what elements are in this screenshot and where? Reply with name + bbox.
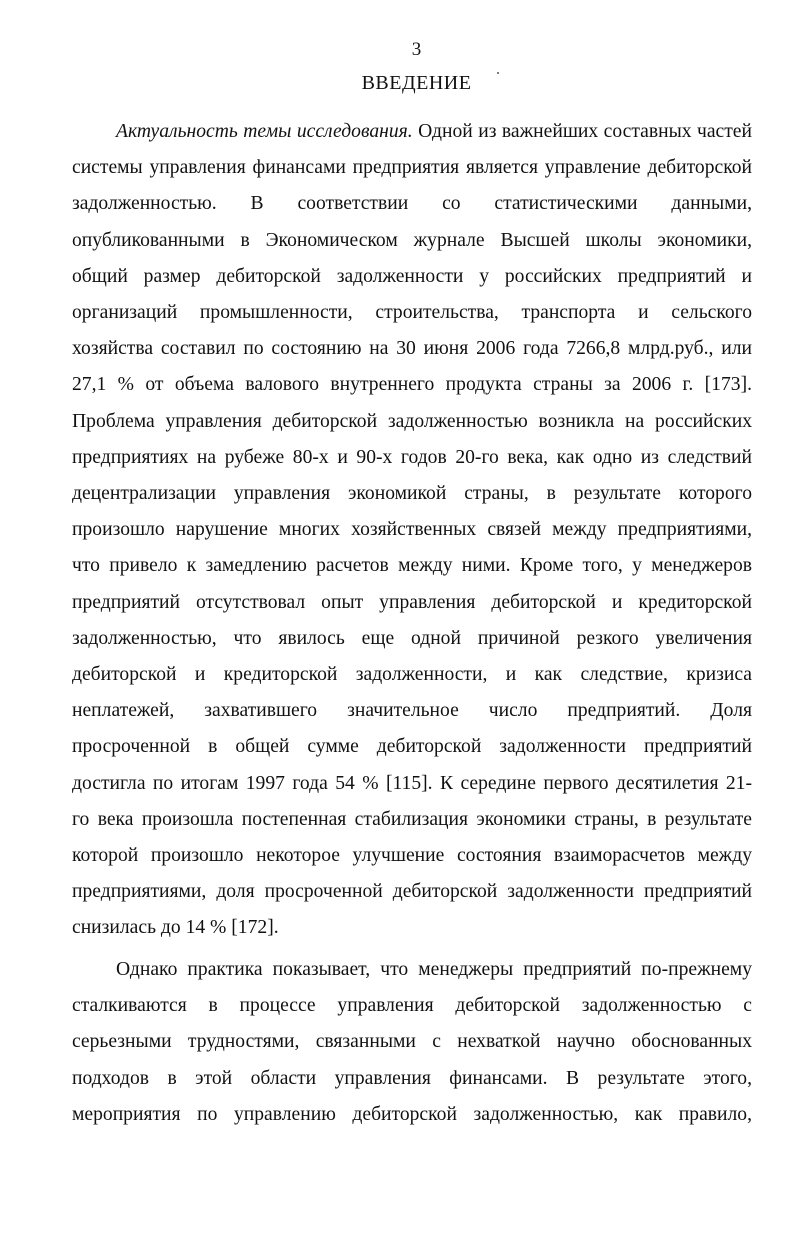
text-line: что привело к замедлению расчетов между ними. Кроме того, у менеджеров	[72, 555, 752, 577]
text-line: го века произошла постепенная стабилизация экономики страны, в результате	[72, 808, 752, 830]
text-line: Проблема управления дебиторской задолженностью возникла на российских	[72, 410, 752, 432]
text-line: задолженностью, что явилось еще одной причиной резкого увеличения	[72, 627, 752, 649]
text-line: 27,1 % от объема валового внутреннего продукта страны за 2006 г. [173].	[72, 374, 752, 396]
text-line: предприятиями, доля просроченной дебиторской задолженности предприятий	[72, 881, 752, 903]
text-line: Однако практика показывает, что менеджеры предприятий по-прежнему	[116, 959, 752, 980]
section-heading: ВВЕДЕНИЕ	[361, 72, 472, 94]
text-line: общий размер дебиторской задолженности у российских предприятий и	[72, 265, 752, 287]
text-line: системы управления финансами предприятия является управление дебиторской	[72, 157, 752, 179]
text-line: подходов в этой области управления финансами. В результате этого,	[72, 1067, 752, 1089]
scan-speck	[497, 72, 499, 74]
text-line: неплатежей, захватившего значительное число предприятий. Доля	[72, 700, 752, 722]
text-line: опубликованными в Экономическом журнале Высшей школы экономики,	[72, 229, 752, 251]
text-line	[72, 114, 752, 150]
text-line: серьезными трудностями, связанными с нехваткой научно обоснованных	[72, 1031, 752, 1053]
text-line: предприятиях на рубеже 80-х и 90-х годов 20-го века, как одно из следствий	[72, 446, 752, 468]
paragraph-practice	[72, 952, 752, 1133]
lead-italic: Актуальность темы исследования.	[116, 121, 413, 142]
text-line: задолженностью. В соответствии со статистическими данными,	[72, 193, 752, 215]
text-line: дебиторской и кредиторской задолженности, и как следствие, кризиса	[72, 664, 752, 686]
text-line: произошло нарушение многих хозяйственных связей между предприятиями,	[72, 519, 752, 541]
text-line: децентрализации управления экономикой страны, в результате которого	[72, 483, 752, 505]
text-line: которой произошло некоторое улучшение состояния взаиморасчетов между	[72, 845, 752, 867]
text-line: хозяйства составил по состоянию на 30 июня 2006 года 7266,8 млрд.руб., или	[72, 338, 752, 360]
text-line: сталкиваются в процессе управления дебиторской задолженностью с	[72, 995, 752, 1017]
page-number: 3	[411, 39, 422, 60]
paragraph-relevance	[72, 114, 752, 947]
text-line: достигла по итогам 1997 года 54 % [115]. К середине первого десятилетия 21-	[72, 772, 752, 794]
text-line: снизилась до 14 % [172].	[72, 917, 279, 939]
line-tail: Одной из важнейших составных частей	[412, 121, 752, 142]
text-line: просроченной в общей сумме дебиторской задолженности предприятий	[72, 736, 752, 758]
text-line: организаций промышленности, строительства, транспорта и сельского	[72, 302, 752, 324]
text-line: мероприятия по управлению дебиторской задолженностью, как правило,	[72, 1103, 752, 1125]
text-line: предприятий отсутствовал опыт управления дебиторской и кредиторской	[72, 591, 752, 613]
